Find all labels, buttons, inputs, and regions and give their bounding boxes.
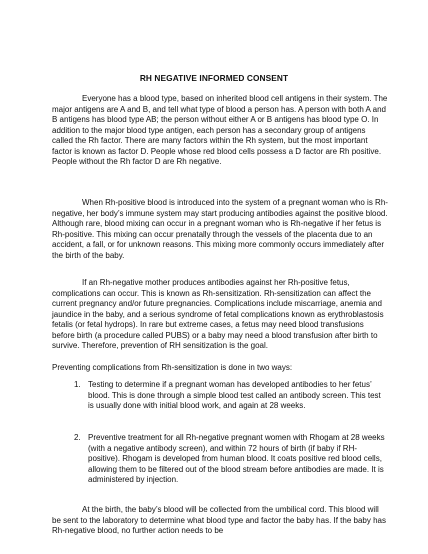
list-item-text: Preventive treatment for all Rh-negative pregnant women with Rhogam at 28 weeks (with a negative antibody screen), and within 72 hours of birth (if baby if RH-positive). Rhogam is developed from human blood. It coats positive red blood cells, allowing them to be filtered out of the blood stream before antibodies are made. It is administered by injection. [88, 433, 385, 484]
paragraph-text: If an Rh-negative mother produces antibodies against her Rh-positive fetus, complications can occur. This is known as Rh-sensitization. Rh-sensitization can affect the current pregnancy and/or future pregnancies. Complications include miscarriage, anemia and jaundice in the baby, and a serious syndrome of fetal complications known as erythroblastosis fetalis (or fetal hydrops). In rare but extreme cases, a fetus may need blood transfusions before birth (a procedure called PUBS) or a baby may need a blood transfusion after birth to survive. Therefore, prevention of RH sensitization is the goal. [52, 278, 384, 350]
paragraph-text: At the birth, the baby’s blood will be collected from the umbilical cord. This blood will be sent to the laboratory to determine what blood type and factor the baby has. If the baby has Rh-negative blood, no further action needs to be [52, 505, 386, 535]
paragraph-rh-sensitization [52, 278, 388, 352]
list-item-number: 2. [74, 433, 81, 442]
paragraph-rh-mixing [52, 198, 388, 261]
paragraph-blood-types [52, 94, 388, 168]
paragraph-text: When Rh-positive blood is introduced into the system of a pregnant woman who is Rh-negative, her body’s immune system may start producing antibodies against the positive blood. Although rare, blood mixing can occur in a pregnant woman who is Rh-negative if her fetus is Rh-positive. This mixing can occur prenatally through the vessels of the placenta due to an accident, a fall, or for unknown reasons. This mixing more commonly occurs immediately after the birth of the baby. [52, 198, 388, 260]
list-item-text: Testing to determine if a pregnant woman has developed antibodies to her fetus’ blood. This is done through a simple blood test called an antibody screen. This test is usually done with initial blood work, and again at 28 weeks. [88, 380, 381, 410]
prevention-intro [52, 363, 388, 374]
prevention-item-1 [74, 380, 388, 412]
paragraph-closing [52, 505, 388, 537]
prevention-intro-text: Preventing complications from Rh-sensitization is done in two ways: [52, 363, 293, 372]
prevention-item-2 [74, 433, 388, 486]
list-item-number: 1. [74, 380, 81, 389]
paragraph-text: Everyone has a blood type, based on inherited blood cell antigens in their system. The major antigens are A and B, and tell what type of blood a person has. A person with both A and B antigens has blood type AB; the person without either A or B antigens has blood type O. In addition to the major blood type antigen, each person has a secondary group of antigens called the Rh factor. There are many factors within the Rh system, but the most important factor is known as factor D. People whose red blood cells possess a D factor are Rh positive. People without the Rh factor D are Rh negative. [52, 94, 388, 166]
document-title: RH NEGATIVE INFORMED CONSENT [139, 73, 289, 83]
